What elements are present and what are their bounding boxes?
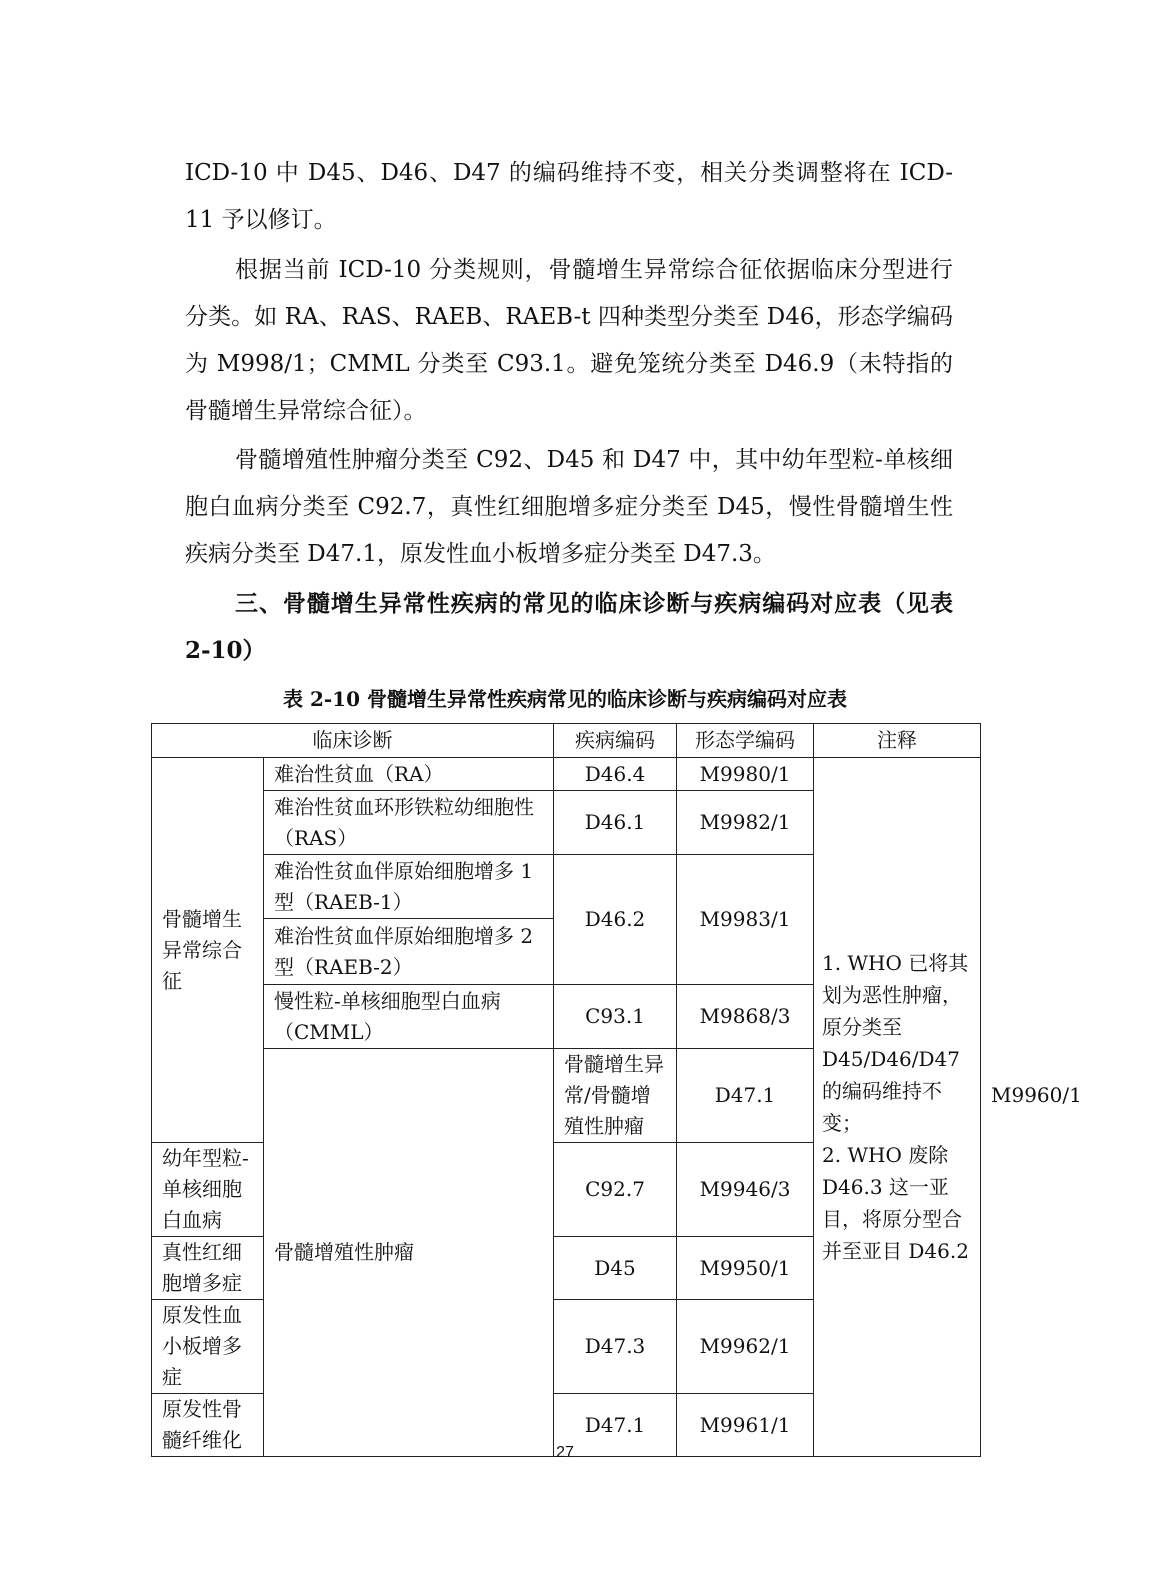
icd-code-cell: D46.4 (554, 758, 677, 791)
paragraph-mpn-classification: 骨髓增殖性肿瘤分类至 C92、D45 和 D47 中，其中幼年型粒-单核细胞白血病分类至 C92.7，真性红细胞增多症分类至 D45，慢性骨髓增生性疾病分类至 D47.1，原发性血小板增多症分类至 D47.3。 (185, 447, 953, 567)
diagnosis-cell: 原发性骨髓纤维化 (152, 1394, 264, 1457)
header-morphology-code: 形态学编码 (677, 724, 814, 758)
icd-code-cell: D46.2 (554, 855, 677, 985)
page-number: 27 (556, 1444, 574, 1461)
header-clinical-diagnosis: 临床诊断 (152, 724, 554, 758)
morphology-code-cell: M9983/1 (677, 855, 814, 985)
diagnosis-code-table (151, 723, 1082, 1457)
icd-code-cell: C93.1 (554, 985, 677, 1049)
morphology-code-cell: M9980/1 (677, 758, 814, 791)
morphology-code-cell: M9962/1 (677, 1300, 814, 1394)
paragraph-mds-classification: 根据当前 ICD-10 分类规则，骨髓增生异常综合征依据临床分型进行分类。如 RA、RAS、RAEB、RAEB-t 四种类型分类至 D46，形态学编码为 M998/1；CMML 分类至 C93.1。避免笼统分类至 D46.9（未特指的骨髓增生异常综合征）。 (185, 257, 953, 424)
morphology-code-cell: M9950/1 (677, 1237, 814, 1300)
morphology-code-cell: M9868/3 (677, 985, 814, 1049)
diagnosis-cell: 真性红细胞增多症 (152, 1237, 264, 1300)
diagnosis-cell: 难治性贫血（RA） (264, 758, 554, 791)
diagnosis-cell: 骨髓增生异常/骨髓增殖性肿瘤 (554, 1049, 677, 1143)
diagnosis-cell: 慢性粒-单核细胞型白血病（CMML） (264, 985, 554, 1049)
table-caption: 表 2-10 骨髓增生异常性疾病常见的临床诊断与疾病编码对应表 (283, 687, 847, 711)
notes-cell (814, 758, 981, 1457)
table-row: 骨髓增殖性肿瘤 骨髓增生异常/骨髓增殖性肿瘤 D47.1 M9960/1 (152, 1049, 981, 1143)
header-notes: 注释 (814, 724, 981, 758)
icd-code-cell: D47.1 (677, 1049, 814, 1143)
diagnosis-cell: 原发性血小板增多症 (152, 1300, 264, 1394)
icd-code-cell: C92.7 (554, 1143, 677, 1237)
icd-code-cell: D47.1 (554, 1394, 677, 1457)
icd-code-cell: D47.3 (554, 1300, 677, 1394)
morphology-code-cell: M9961/1 (677, 1394, 814, 1457)
group-mds: 骨髓增生异常综合征 (152, 758, 264, 1143)
morphology-code-cell: M9946/3 (677, 1143, 814, 1237)
icd-code-cell: D46.1 (554, 791, 677, 855)
table-header-row (152, 724, 981, 758)
diagnosis-cell: 难治性贫血伴原始细胞增多 2 型（RAEB-2） (264, 919, 554, 985)
icd-code-cell: D45 (554, 1237, 677, 1300)
diagnosis-cell: 难治性贫血环形铁粒幼细胞性（RAS） (264, 791, 554, 855)
note-2: 2. WHO 废除 D46.3 这一亚目，将原分型合并至亚目 D46.2 (822, 1143, 969, 1263)
diagnosis-cell: 幼年型粒-单核细胞白血病 (152, 1143, 264, 1237)
note-1: 1. WHO 已将其划为恶性肿瘤，原分类至 D45/D46/D47 的编码维持不变； (822, 951, 969, 1135)
table-row (152, 758, 981, 791)
diagnosis-cell: 难治性贫血伴原始细胞增多 1 型（RAEB-1） (264, 855, 554, 919)
group-mpn: 骨髓增殖性肿瘤 (264, 1049, 554, 1457)
header-disease-code: 疾病编码 (554, 724, 677, 758)
morphology-code-cell: M9982/1 (677, 791, 814, 855)
section-heading: 三、骨髓增生异常性疾病的常见的临床诊断与疾病编码对应表（见表 2-10） (185, 590, 953, 664)
paragraph-icd-note: ICD-10 中 D45、D46、D47 的编码维持不变，相关分类调整将在 ICD-11 予以修订。 (185, 160, 953, 233)
